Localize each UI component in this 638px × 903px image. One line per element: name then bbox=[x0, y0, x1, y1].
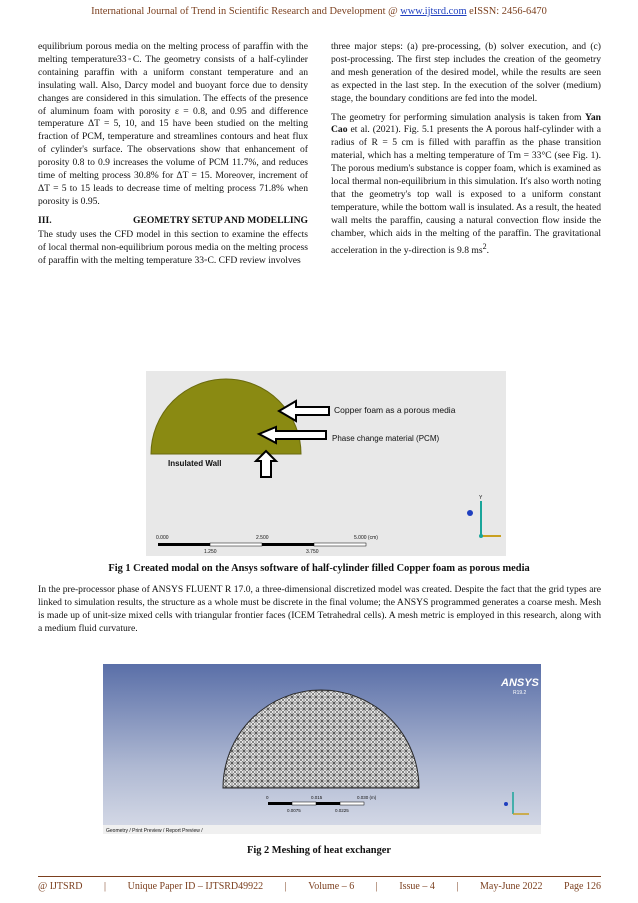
footer-sep-1: | bbox=[104, 881, 107, 892]
right-paragraph-2-start: The geometry for performing simulation analysis is taken from bbox=[331, 111, 582, 123]
figure-1-drawing bbox=[146, 371, 506, 556]
scale-label-3: 1.250 bbox=[204, 549, 217, 555]
geometry-tabs[interactable]: Geometry / Print Preview / Report Preview / bbox=[106, 828, 203, 834]
left-column bbox=[38, 41, 308, 273]
footer-date: May-June 2022 bbox=[479, 881, 543, 892]
issn: eISSN: 2456-6470 bbox=[469, 6, 547, 17]
journal-url-link[interactable]: www.ijtsrd.com bbox=[400, 6, 467, 17]
footer-sep-2: | bbox=[284, 881, 287, 892]
scale2-label-2: 0.030 (m) bbox=[357, 795, 377, 800]
page-header bbox=[0, 6, 638, 17]
axis-y-label: Y bbox=[479, 495, 483, 501]
section-heading bbox=[38, 215, 308, 228]
scale2-label-4: 0.0225 bbox=[335, 808, 349, 813]
scale-label-4: 3.750 bbox=[306, 549, 319, 555]
author-name: Yan Cao bbox=[331, 111, 601, 136]
figure-1-caption: Fig 1 Created modal on the Ansys software of half-cylinder filled Copper foam as porous media bbox=[108, 563, 530, 574]
scale-bar bbox=[158, 543, 366, 546]
label-pcm: Phase change material (PCM) bbox=[332, 434, 440, 443]
scale-bar-2 bbox=[268, 802, 364, 805]
footer-sep-3: | bbox=[375, 881, 378, 892]
ansys-version: R19.2 bbox=[513, 690, 527, 696]
journal-name: International Journal of Trend in Scientific Research and Development @ bbox=[91, 6, 398, 17]
scale-label-2: 5.000 (cm) bbox=[354, 535, 378, 541]
scale2-label-1: 0.015 bbox=[311, 795, 323, 800]
left-paragraph-1: equilibrium porous media on the melting process of paraffin with the melting temperature33◦C. The geometry consists of a half-cylinder containing paraffin with a uniform constant temperature and an insulating wall. Also, Darcy model and buoyant force due to density changes are considered in this simulation. The effects of the presence of aluminum foam with porosity ε = 0.8, and 0.95 and difference temperature ΔT = 5, 10, and 15 have been studied on the melting fraction of PCM, temperature and streamlines contours and heat flux of cylinder's surface. The observations show that enhancement of porosity 0.8 to 0.9 increases the volume of PCM 11.7%, and reduces time of melting process 30.8% for ΔT = 15. Moreover, increment of ΔT = 5 to 15 leads to decrease time of melting process 71.8% when porosity is 0.95. bbox=[38, 41, 308, 207]
figure-2-drawing bbox=[103, 664, 541, 834]
left-paragraph-2: The study uses the CFD model in this section to examine the effects of local thermal non-equilibrium porous media on the melting process of paraffin with the melting temperature 33◦C. CFD review involves bbox=[38, 228, 308, 266]
scale2-label-3: 0.0075 bbox=[287, 808, 301, 813]
right-paragraph-1: three major steps: (a) pre-processing, (b) solver execution, and (c) post-processing. The first step includes the creation of the geometry and mesh generation of the desired model, while the results are seen as expected in the last step. In the execution of the solver (medium) stage, the boundary conditions are fed into the model. bbox=[331, 41, 601, 104]
right-paragraph-2 bbox=[331, 112, 601, 258]
figure-2 bbox=[103, 664, 541, 834]
footer-divider bbox=[38, 876, 601, 877]
footer-paper-id: Unique Paper ID – IJTSRD49922 bbox=[127, 881, 264, 892]
scale-label-1: 2.500 bbox=[256, 535, 269, 541]
page-footer bbox=[38, 881, 601, 892]
right-column bbox=[331, 41, 601, 264]
section-title: GEOMETRY SETUP AND MODELLING bbox=[133, 214, 308, 226]
footer-issue: Issue – 4 bbox=[399, 881, 435, 892]
superscript: 2 bbox=[482, 241, 487, 251]
figure-2-caption: Fig 2 Meshing of heat exchanger bbox=[246, 845, 391, 856]
footer-journal: @ IJTSRD bbox=[38, 881, 83, 892]
figure-1 bbox=[146, 371, 506, 556]
footer-sep-4: | bbox=[456, 881, 459, 892]
right-paragraph-2-end: . bbox=[486, 244, 489, 256]
footer-page: Page 126 bbox=[564, 881, 601, 892]
label-insulated-wall: Insulated Wall bbox=[168, 459, 222, 468]
footer-volume: Volume – 6 bbox=[308, 881, 355, 892]
label-copper-foam: Copper foam as a porous media bbox=[334, 405, 456, 415]
ansys-brand: ANSYS bbox=[501, 677, 539, 689]
full-width-paragraph: In the pre-processor phase of ANSYS FLUENT R 17.0, a three-dimensional discretized model was created. Despite the fact that the grid types are linked to simulation results, the structure as a whole must be discrete in the final volume; the ANSYS programmed generates a coarse mesh. Mesh is made up of unit-size mixed cells with triangular frontier faces (ICEM Tetrahedral cells). A mesh metric is employed in this research, along with a medium fluid curvature. bbox=[38, 584, 601, 634]
scale2-label-0: 0 bbox=[266, 795, 269, 800]
right-paragraph-2-rest: et al. (2021). Fig. 5.1 presents the A porous half-cylinder with a radius of R = 5 cm is filled with paraffin as the phase transition material, which has a melting temperature of Tm = 33°C (see Fig. 1). The porous medium's substance is copper foam, which is examined as local thermal non-equilibrium in this simulation. It's also worth noting that the geometry's top wall is exposed to a uniform constant temperature, while the bottom wall is insulated. As a result, the heated wall melts the paraffin, causing a natural convection flow inside the chamber, which aids in the melting of the paraffin. The gravitational acceleration in the y-direction is 9.8 ms bbox=[331, 124, 601, 256]
scale-label-0: 0.000 bbox=[156, 535, 169, 541]
section-number: III. bbox=[38, 214, 52, 226]
